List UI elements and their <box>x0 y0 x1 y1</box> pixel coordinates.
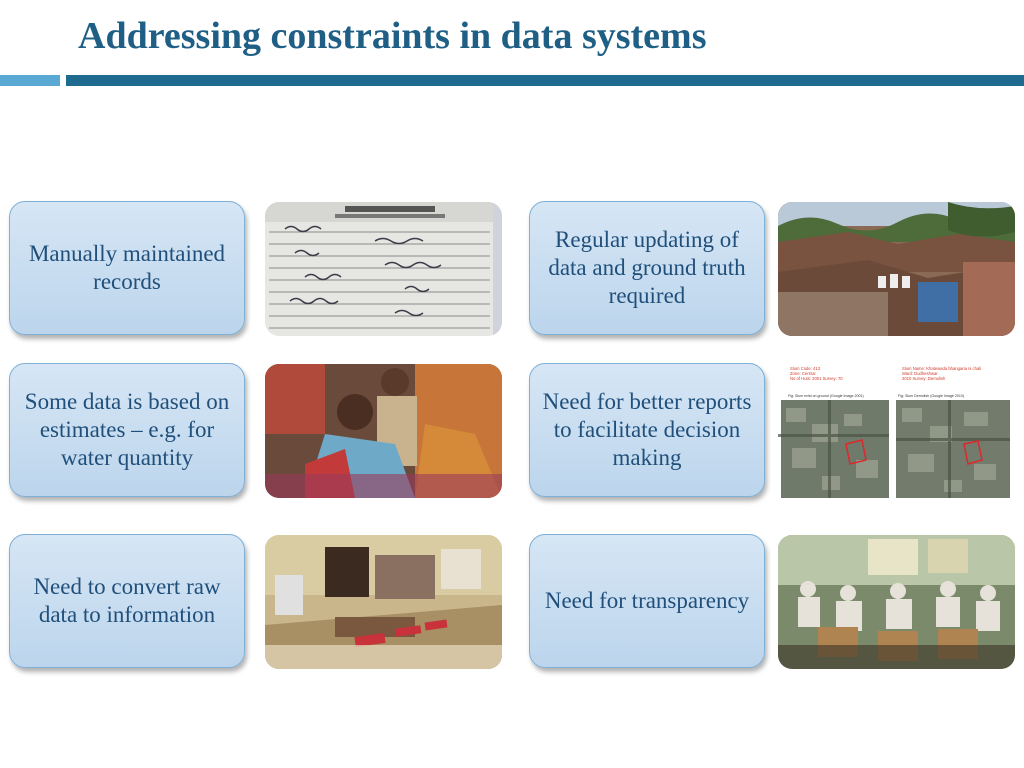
women-gathering-photo <box>265 364 502 498</box>
sat-caption-left-1: Slum Code: 413 <box>790 366 821 371</box>
constraint-card-regular-updating <box>529 201 765 335</box>
constraint-card-better-reports <box>529 363 765 497</box>
constraint-card-estimates <box>9 363 245 497</box>
constraint-card-label: Regular updating of data and ground truth required <box>548 227 746 308</box>
sat-caption-left-2: Zone: Central <box>790 371 816 376</box>
title-rule <box>66 75 1024 86</box>
constraint-card-raw-data <box>9 534 245 668</box>
constraint-card-label: Need for transparency <box>544 588 750 613</box>
handwritten-form-photo <box>265 202 502 336</box>
sat-caption-right-3: 2010 Survey: Demolish <box>902 376 946 381</box>
sat-fig-right: Fig: Slum Demolish (Google Image 2010) <box>898 394 965 398</box>
constraint-card-label: Need to convert raw data to information <box>33 574 221 627</box>
constraint-card-manual-records <box>9 201 245 335</box>
meeting-photo <box>778 535 1015 669</box>
title-rule-accent <box>0 75 60 86</box>
slide-title: Addressing constraints in data systems <box>78 15 707 57</box>
office-room-photo <box>265 535 502 669</box>
constraint-card-label: Some data is based on estimates – e.g. for water quantity <box>24 389 230 470</box>
sat-caption-right-1: Slum Name: Khatewada bhangaria ni chali <box>902 366 982 371</box>
constraint-card-transparency <box>529 534 765 668</box>
sat-caption-left-3: No of Huts: 2001 Survey: 70 <box>790 376 843 381</box>
sat-fig-left: Fig: Slum exist on ground (Google Image 2001) <box>788 394 864 398</box>
sat-caption-right-2: Ward: Dudheshwar <box>902 371 938 376</box>
satellite-comparison-photo <box>778 364 1015 498</box>
constraint-card-label: Need for better reports to facilitate decision making <box>542 389 752 470</box>
constraint-card-label: Manually maintained records <box>28 241 226 294</box>
slum-rooftops-photo <box>778 202 1015 336</box>
